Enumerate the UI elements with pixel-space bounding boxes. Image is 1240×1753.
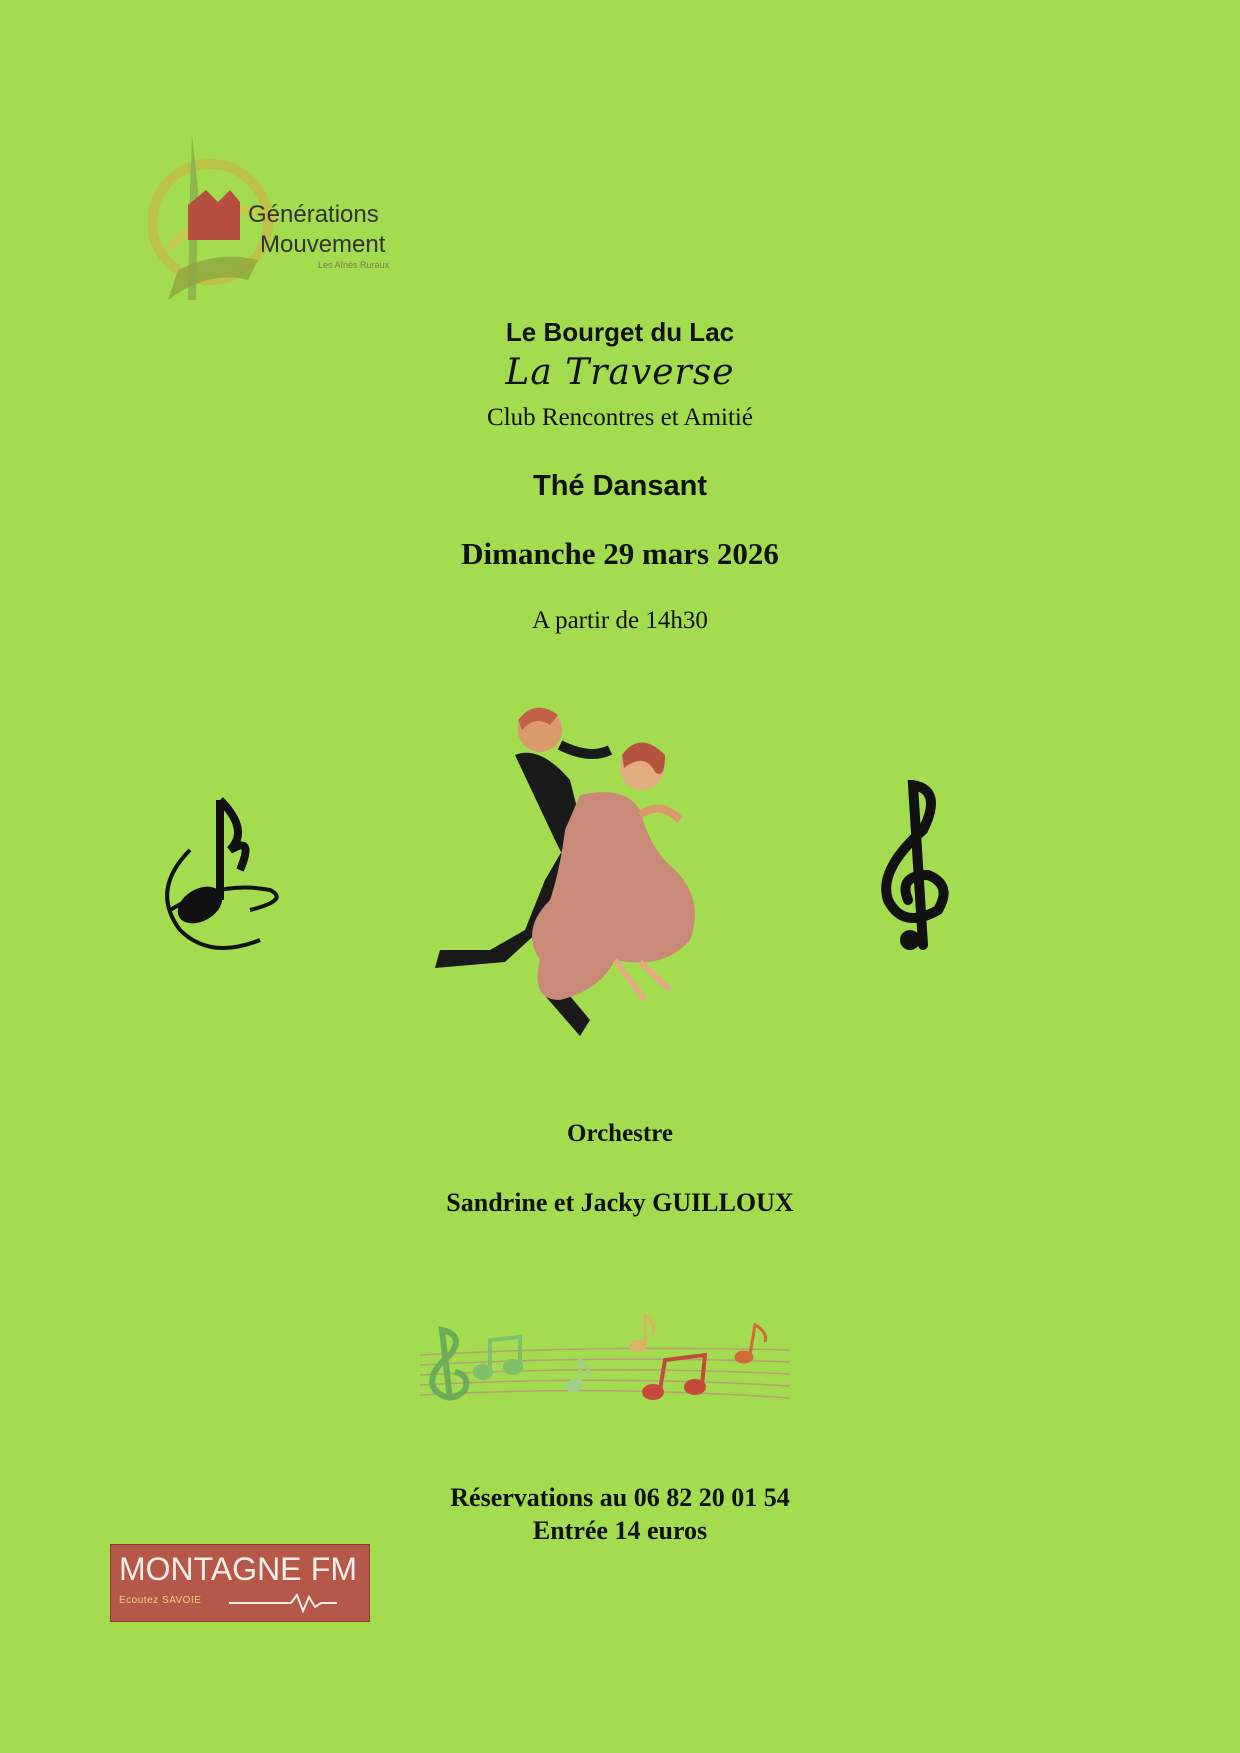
- event-title: Thé Dansant: [532, 470, 708, 502]
- radio-name: MONTAGNE: [119, 1551, 302, 1587]
- radio-fm: FM: [310, 1551, 357, 1587]
- music-staff-notes-icon: [420, 1310, 790, 1410]
- signal-wave-icon: [229, 1593, 339, 1613]
- montagne-fm-logo: [110, 1544, 370, 1622]
- treble-clef-icon: [868, 780, 963, 955]
- music-note-icon: [160, 790, 295, 960]
- logo-line2: Mouvement: [260, 231, 386, 258]
- dancing-couple-illustration: [410, 700, 710, 1050]
- logo-tagline: Les Aînés Ruraux: [318, 260, 390, 270]
- entry-price: Entrée 14 euros: [532, 1516, 708, 1545]
- venue-name: La Traverse: [505, 352, 735, 393]
- orchestra-names: Sandrine et Jacky GUILLOUX: [446, 1188, 794, 1217]
- radio-tagline: Ecoutez SAVOIE: [119, 1595, 202, 1606]
- club-name: Club Rencontres et Amitié: [487, 404, 753, 431]
- reservations-text: Réservations au 06 82 20 01 54: [450, 1483, 790, 1512]
- orchestra-label: Orchestre: [567, 1120, 673, 1147]
- logo-line1: Générations: [248, 201, 379, 228]
- event-date: Dimanche 29 mars 2026: [461, 536, 779, 571]
- generations-mouvement-logo: [148, 130, 438, 310]
- event-time: A partir de 14h30: [532, 607, 708, 634]
- town-name: Le Bourget du Lac: [505, 317, 735, 347]
